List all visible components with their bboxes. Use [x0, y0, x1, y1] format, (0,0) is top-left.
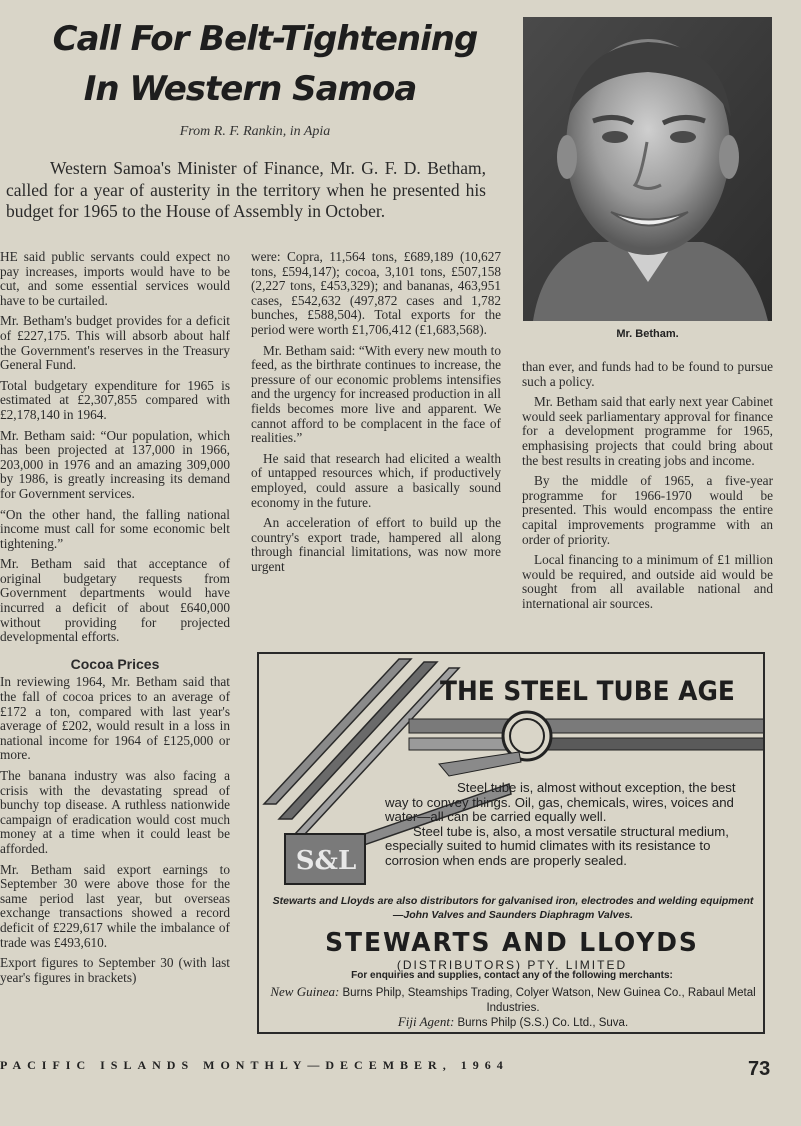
paragraph: The banana industry was also facing a crisis with the devastating spread of bunchy top disease. A ruthless nationwide campaign of eradication would cost much money at a time when it could least be afforded. — [0, 768, 230, 856]
byline: From R. F. Rankin, in Apia — [179, 124, 331, 139]
ad-company-name: STEWARTS AND LLOYDS — [325, 928, 699, 958]
paragraph: HE said public servants could expect no pay increases, imports would have to be cut, and some essential services would have to be curtailed. — [0, 249, 230, 308]
paragraph: “On the other hand, the falling national income must call for some economic belt tightening.” — [0, 506, 230, 551]
paragraph: were: Copra, 11,564 tons, £689,189 (10,627 tons, £594,147); cocoa, 3,101 tons, £507,158 (2,227 tons, £453,329); and bananas, 463,951 cases, £542,632 (497,872 cases and 1,782 bunches, £588,504). Total exports for the period were worth £1,706,412 (£1,683,568). — [251, 249, 501, 337]
lead-paragraph: Western Samoa's Minister of Finance, Mr. G. F. D. Betham, called for a year of austerity in the territory when he presented his budget for 1965 to the House of Assembly in October. — [6, 158, 486, 221]
paragraph: than ever, and funds had to be found to pursue such a policy. — [522, 359, 773, 389]
paragraph: By the middle of 1965, a five-year programme for 1966-1970 would be presented. This would encompass the entire capital improvements programme with an order of priority. — [522, 473, 773, 547]
ad-enquiries: For enquiries and supplies, contact any of the following merchants: — [351, 970, 673, 981]
paragraph: Mr. Betham said: “With every new mouth to feed, as the birthrate continues to increase, the pressure of our economic problems intensifies and the urgency for increased production in all fields becomes more live and apparent. We cannot afford to be complacent in the face of realities.” — [251, 342, 501, 446]
paragraph: Local financing to a minimum of £1 million would be required, and outside aid would be sought from all available national and international air sources. — [522, 552, 773, 611]
paragraph: Mr. Betham said export earnings to September 30 were above those for the same period last year, but overseas exchange transactions showed a record deficit of £229,617 while the imbalance of trade was £493,610. — [0, 861, 230, 950]
new-guinea-label: New Guinea: — [270, 984, 340, 999]
paragraph: He said that research had elicited a wealth of untapped resources which, if productively employed, could assure a basically sound economy in the future. — [251, 450, 501, 510]
article-title — [40, 14, 490, 114]
page-number: 73 — [748, 1058, 771, 1080]
column-2 — [251, 250, 501, 580]
sl-logo: S&L — [295, 846, 357, 876]
ad-fiji-agent — [268, 1014, 758, 1030]
fiji-merchant: Burns Philp (S.S.) Co. Ltd., Suva. — [457, 1017, 629, 1029]
photo-caption: Mr. Betham. — [616, 328, 679, 340]
fiji-label: Fiji Agent: — [397, 1014, 455, 1029]
subheading-cocoa-prices: Cocoa Prices — [70, 655, 160, 672]
paragraph: Total budgetary expenditure for 1965 is estimated at £2,307,855 compared with £2,178,140 in 1964. — [0, 377, 230, 422]
ad-company-subtitle: (DISTRIBUTORS) PTY. LIMITED — [396, 958, 628, 972]
column-1 — [0, 250, 230, 991]
paragraph: An acceleration of effort to build up the country's export trade, hampered all along through financial limitations, was now more urgent — [251, 515, 501, 574]
paragraph: Mr. Betham's budget provides for a deficit of £227,175. This will absorb about half the Government's reserves in the Treasury General Fund. — [0, 313, 230, 373]
title-line-2: In Western Samoa — [83, 69, 417, 109]
new-guinea-merchants: Burns Philp, Steamships Trading, Colyer Watson, New Guinea Co., Rabaul Metal Industries. — [342, 987, 756, 1014]
running-footer: PACIFIC ISLANDS MONTHLY—DECEMBER, 1964 — [0, 1058, 509, 1072]
portrait-illustration — [523, 17, 772, 321]
ad-body — [385, 781, 755, 869]
title-line-1: Call For Belt-Tightening — [52, 19, 478, 59]
paragraph: Export figures to September 30 (with last year's figures in brackets) — [0, 955, 230, 985]
paragraph: Mr. Betham said: “Our population, which has been projected at 137,000 in 1966, 203,000 in 1976 and an amazing 309,000 by 1986, is greatly increasing its demand for Government services. — [0, 427, 230, 501]
paragraph: Mr. Betham said that early next year Cabinet would seek parliamentary approval for finance for a development programme for 1965, emphasising projects that could bring about the best results in creating jobs and income. — [522, 394, 773, 468]
portrait-photo — [523, 17, 772, 321]
ad-body-paragraph-2: Steel tube is, also, a most versatile structural medium, especially suited to humid climates with its resistance to corrosion when ends are properly sealed. — [385, 823, 729, 868]
ad-distributors-note: Stewarts and Lloyds are also distributors for galvanised iron, electrodes and welding equipment—John Valves and Saunders Diaphragm Valves. — [272, 895, 754, 921]
ad-headline: THE STEEL TUBE AGE — [440, 676, 735, 707]
ad-new-guinea-agents — [268, 985, 758, 1015]
paragraph: In reviewing 1964, Mr. Betham said that the fall of cocoa prices to an average of £172 a ton, compared with last year's average of £202, would result in a loss in national income for 1964 of £125,000 or more. — [0, 674, 230, 763]
ad-body-paragraph-1: Steel tube is, almost without exception, the best way to convey things. Oil, gas, chemicals, wires, voices and water—all can be carried equally well. — [385, 780, 736, 825]
paragraph: Mr. Betham said that acceptance of original budgetary requests from Government departments would have incurred a deficit of about £640,000 without providing for projected developmental efforts. — [0, 556, 230, 645]
column-3 — [522, 360, 773, 618]
